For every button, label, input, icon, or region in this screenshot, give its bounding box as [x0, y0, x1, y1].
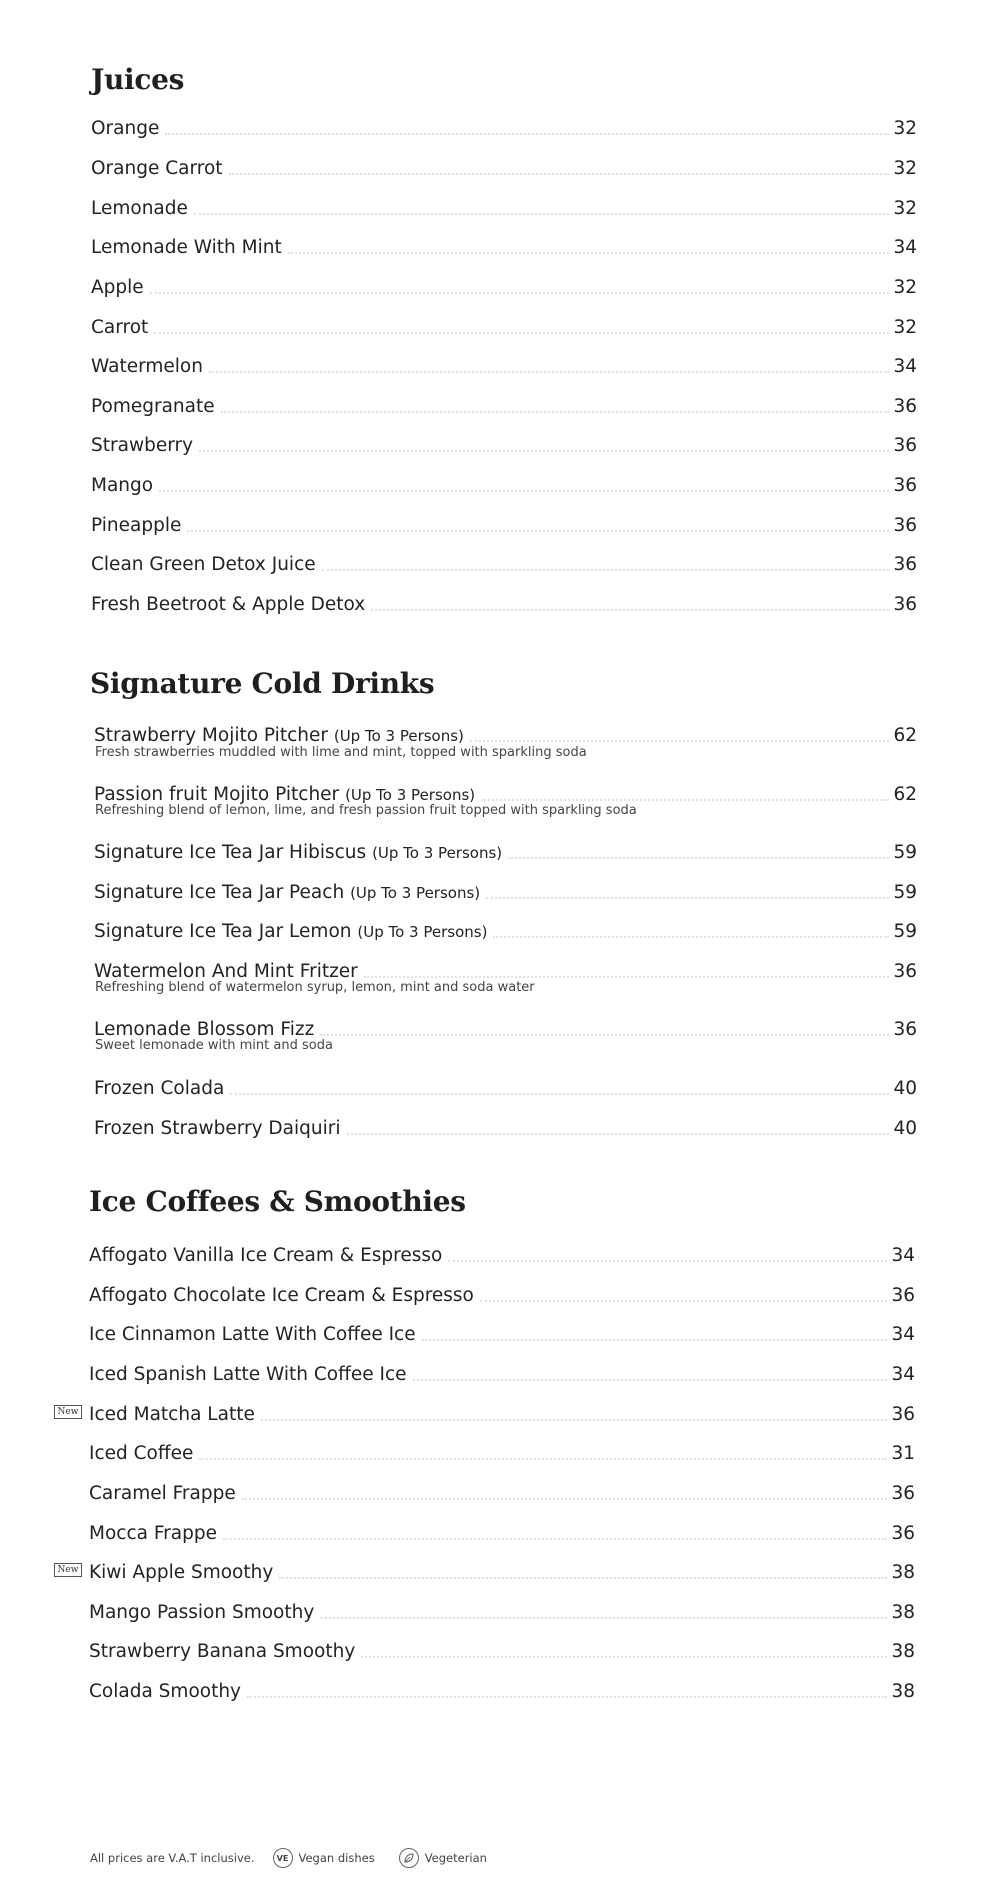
- item-price: 32: [893, 317, 917, 338]
- item-price: 38: [891, 1562, 915, 1583]
- item-name: Iced Spanish Latte With Coffee Ice: [89, 1364, 407, 1385]
- dot-leader: [223, 1537, 888, 1540]
- item-name-text: Signature Ice Tea Jar Hibiscus: [94, 842, 367, 863]
- dot-leader: [508, 856, 889, 859]
- item-price: 36: [893, 1019, 917, 1040]
- dot-leader: [288, 251, 890, 254]
- new-badge: New: [54, 1563, 82, 1577]
- item-name: Watermelon: [91, 356, 203, 377]
- dot-leader: [413, 1378, 888, 1381]
- menu-item: [89, 1634, 915, 1664]
- item-price: 59: [893, 842, 917, 863]
- vat-note: All prices are V.A.T inclusive.: [90, 1851, 255, 1865]
- dot-leader: [361, 1655, 887, 1658]
- dot-leader: [221, 410, 890, 413]
- dot-leader: [199, 449, 889, 452]
- item-name: Affogato Vanilla Ice Cream & Espresso: [89, 1245, 443, 1266]
- item-name: Mango Passion Smoothy: [89, 1602, 315, 1623]
- dot-leader: [486, 896, 889, 899]
- footer-legend: [90, 1847, 487, 1869]
- item-price: 36: [891, 1483, 915, 1504]
- item-price: 32: [893, 277, 917, 298]
- dot-leader: [261, 1418, 888, 1421]
- dot-leader: [159, 489, 889, 492]
- item-price: 34: [893, 237, 917, 258]
- item-suffix: (Up To 3 Persons): [333, 727, 464, 745]
- item-suffix: (Up To 3 Persons): [350, 884, 481, 902]
- menu-item: [91, 508, 917, 538]
- dot-leader: [194, 212, 890, 215]
- item-name: [94, 920, 489, 944]
- item-price: 36: [893, 594, 917, 615]
- menu-item: [89, 1595, 915, 1625]
- dot-leader: [154, 331, 889, 334]
- item-price: 62: [893, 784, 917, 805]
- item-price: 38: [891, 1602, 915, 1623]
- item-name: Strawberry Banana Smoothy: [89, 1641, 356, 1662]
- dot-leader: [279, 1576, 887, 1579]
- dot-leader: [493, 935, 889, 938]
- item-price: 31: [891, 1443, 915, 1464]
- menu-item: [89, 1476, 915, 1506]
- menu-item: [89, 1674, 915, 1704]
- item-name-text: Signature Ice Tea Jar Lemon: [94, 921, 352, 942]
- item-description: Refreshing blend of watermelon syrup, lemon, mint and soda water: [95, 980, 535, 995]
- item-price: 34: [891, 1324, 915, 1345]
- item-suffix: (Up To 3 Persons): [357, 923, 488, 941]
- menu-item: [89, 1357, 915, 1387]
- dot-leader: [422, 1338, 888, 1341]
- item-price: 34: [891, 1364, 915, 1385]
- menu-item: [91, 270, 917, 300]
- menu-item: [91, 468, 917, 498]
- item-price: 34: [893, 356, 917, 377]
- menu-item: [89, 1516, 915, 1546]
- item-price: 40: [893, 1078, 917, 1099]
- item-price: 36: [893, 515, 917, 536]
- item-price: 36: [893, 396, 917, 417]
- item-name: Iced Matcha Latte: [89, 1404, 255, 1425]
- vegan-icon: VE: [273, 1848, 293, 1868]
- menu-item: [94, 835, 917, 865]
- item-name: Orange: [91, 118, 160, 139]
- item-price: 36: [893, 435, 917, 456]
- item-name-text: Signature Ice Tea Jar Peach: [94, 882, 345, 903]
- dot-leader: [448, 1259, 887, 1262]
- menu-item: [89, 1436, 915, 1466]
- dot-leader: [371, 608, 889, 611]
- dot-leader: [209, 370, 890, 373]
- item-name: Ice Cinnamon Latte With Coffee Ice: [89, 1324, 416, 1345]
- item-name: [94, 841, 504, 865]
- dot-leader: [247, 1695, 887, 1698]
- menu-item: [89, 1317, 915, 1347]
- item-name: Caramel Frappe: [89, 1483, 236, 1504]
- item-name: Affogato Chocolate Ice Cream & Espresso: [89, 1285, 474, 1306]
- item-name: Iced Coffee: [89, 1443, 194, 1464]
- dot-leader: [364, 975, 890, 978]
- item-name: Strawberry: [91, 435, 194, 456]
- item-name: Mocca Frappe: [89, 1523, 217, 1544]
- item-price: 40: [893, 1118, 917, 1139]
- item-price: 32: [893, 198, 917, 219]
- dot-leader: [165, 132, 889, 135]
- menu-item: [91, 428, 917, 458]
- menu-item: [89, 1238, 915, 1268]
- dot-leader: [481, 798, 889, 801]
- item-name-text: Passion fruit Mojito Pitcher: [94, 784, 340, 805]
- menu-item: [91, 310, 917, 340]
- item-name: Apple: [91, 277, 144, 298]
- item-name: Lemonade Blossom Fizz: [94, 1019, 315, 1040]
- menu-item: [94, 914, 917, 944]
- leaf-icon-graphic: [403, 1852, 415, 1864]
- item-name: Frozen Colada: [94, 1078, 225, 1099]
- menu-item: [89, 1555, 915, 1585]
- item-name: Fresh Beetroot & Apple Detox: [91, 594, 366, 615]
- leaf-icon: [399, 1848, 419, 1868]
- item-name: [94, 881, 482, 905]
- dot-leader: [242, 1497, 888, 1500]
- item-suffix: (Up To 3 Persons): [372, 844, 503, 862]
- menu-item: [91, 389, 917, 419]
- item-name: Frozen Strawberry Daiquiri: [94, 1118, 341, 1139]
- item-price: 36: [893, 961, 917, 982]
- menu-item: [91, 191, 917, 221]
- item-price: 36: [893, 554, 917, 575]
- item-price: 34: [891, 1245, 915, 1266]
- item-name: Lemonade: [91, 198, 188, 219]
- menu-item: [89, 1278, 915, 1308]
- menu-item: [94, 875, 917, 905]
- item-description: Fresh strawberries muddled with lime and mint, topped with sparkling soda: [95, 745, 587, 760]
- dot-leader: [199, 1457, 887, 1460]
- menu-item: [91, 349, 917, 379]
- menu-item: [91, 547, 917, 577]
- item-price: 36: [891, 1404, 915, 1425]
- new-badge: New: [54, 1405, 82, 1419]
- dot-leader: [322, 568, 890, 571]
- dot-leader: [320, 1616, 887, 1619]
- section-title: Ice Coffees & Smoothies: [89, 1185, 466, 1218]
- item-name: Kiwi Apple Smoothy: [89, 1562, 274, 1583]
- menu-item: [91, 587, 917, 617]
- dot-leader: [187, 529, 889, 532]
- dot-leader: [347, 1132, 890, 1135]
- menu-item: [94, 1071, 917, 1101]
- item-price: 38: [891, 1681, 915, 1702]
- item-price: 59: [893, 921, 917, 942]
- item-price: 36: [891, 1285, 915, 1306]
- item-description: Refreshing blend of lemon, lime, and fresh passion fruit topped with sparkling soda: [95, 803, 637, 818]
- item-price: 32: [893, 118, 917, 139]
- item-price: 32: [893, 158, 917, 179]
- item-name-text: Strawberry Mojito Pitcher: [94, 725, 328, 746]
- vegan-label: Vegan dishes: [298, 1851, 375, 1865]
- dot-leader: [229, 172, 890, 175]
- dot-leader: [320, 1033, 889, 1036]
- vegetarian-label: Vegeterian: [424, 1851, 487, 1865]
- item-name: Colada Smoothy: [89, 1681, 242, 1702]
- dot-leader: [230, 1092, 889, 1095]
- item-price: 36: [891, 1523, 915, 1544]
- item-name: Pineapple: [91, 515, 182, 536]
- item-name: Lemonade With Mint: [91, 237, 282, 258]
- item-description: Sweet lemonade with mint and soda: [95, 1038, 333, 1053]
- dot-leader: [480, 1299, 888, 1302]
- item-price: 36: [893, 475, 917, 496]
- item-name: Mango: [91, 475, 154, 496]
- item-suffix: (Up To 3 Persons): [345, 786, 476, 804]
- item-name: Clean Green Detox Juice: [91, 554, 316, 575]
- menu-item: [89, 1397, 915, 1427]
- dot-leader: [150, 291, 890, 294]
- item-name: Watermelon And Mint Fritzer: [94, 961, 358, 982]
- item-price: 62: [893, 725, 917, 746]
- menu-item: [91, 111, 917, 141]
- item-name: Pomegranate: [91, 396, 215, 417]
- menu-item: [91, 230, 917, 260]
- menu-item: [91, 151, 917, 181]
- item-name: Orange Carrot: [91, 158, 223, 179]
- item-name: Carrot: [91, 317, 149, 338]
- menu-item: [94, 1111, 917, 1141]
- menu-item: [94, 718, 917, 748]
- dot-leader: [470, 739, 890, 742]
- item-price: 59: [893, 882, 917, 903]
- item-price: 38: [891, 1641, 915, 1662]
- section-title: Signature Cold Drinks: [90, 667, 435, 700]
- section-title: Juices: [91, 63, 185, 96]
